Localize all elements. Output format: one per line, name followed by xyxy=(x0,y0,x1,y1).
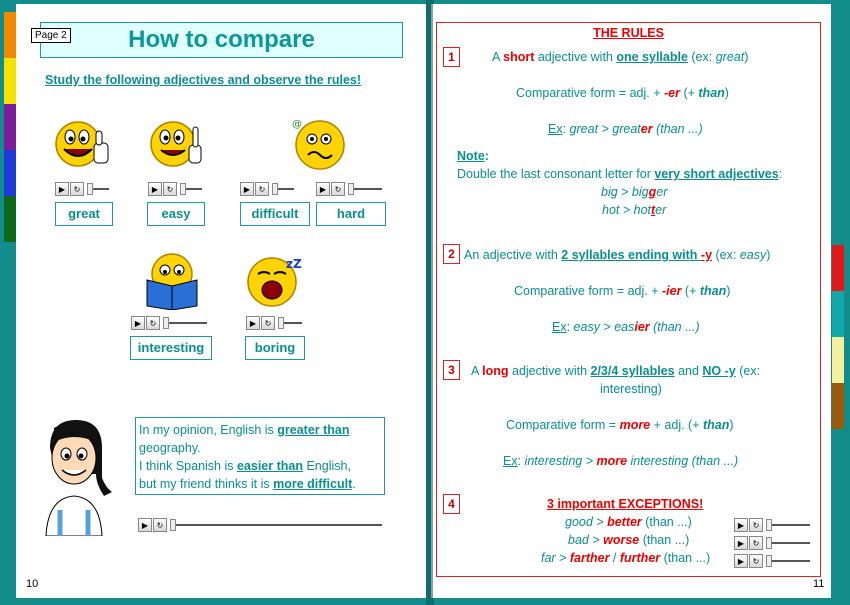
speech-text: but my friend thinks it is xyxy=(139,477,274,491)
word-great[interactable]: great xyxy=(55,202,113,226)
speech-text: English, xyxy=(302,459,351,473)
rule-3-example: Ex: interesting > more interesting (than ...) xyxy=(503,454,739,468)
word-hard[interactable]: hard xyxy=(316,202,386,226)
rule-4-exception-bad: bad > worse (than ...) xyxy=(568,533,690,547)
play-icon[interactable]: ▶ xyxy=(316,182,330,196)
audio-player-easy[interactable] xyxy=(148,182,202,196)
word-interesting[interactable]: interesting xyxy=(130,336,212,360)
smiley-confused-icon xyxy=(288,115,350,173)
word-boring[interactable]: boring xyxy=(245,336,305,360)
speech-text: geography. xyxy=(139,441,201,455)
rule-1-note-label: Note: xyxy=(457,149,489,163)
replay-icon[interactable]: ↻ xyxy=(163,182,177,196)
audio-player-interesting[interactable] xyxy=(131,316,207,330)
replay-icon[interactable]: ↻ xyxy=(261,316,275,330)
rule-1-form: Comparative form = adj. + -er (+ than) xyxy=(516,86,729,100)
smiley-sleeping-icon xyxy=(246,252,308,310)
rule-number-4: 4 xyxy=(443,494,460,514)
rule-2-form: Comparative form = adj. + -ier (+ than) xyxy=(514,284,731,298)
play-icon[interactable]: ▶ xyxy=(734,536,748,550)
rule-4-title: 3 important EXCEPTIONS! xyxy=(547,497,704,511)
rule-3-text: A long adjective with 2/3/4 syllables and NO -y (ex: xyxy=(471,364,761,378)
replay-icon[interactable]: ↻ xyxy=(749,536,763,550)
audio-player-good[interactable] xyxy=(734,518,810,532)
replay-icon[interactable]: ↻ xyxy=(331,182,345,196)
tab-green[interactable] xyxy=(4,196,16,242)
rule-number-3: 3 xyxy=(443,360,460,380)
smiley-reading-book-icon xyxy=(143,252,201,310)
play-icon[interactable]: ▶ xyxy=(55,182,69,196)
rule-3-form: Comparative form = more + adj. (+ than) xyxy=(506,418,734,432)
rule-1-note: Double the last consonant letter for very short adjectives: xyxy=(457,167,783,181)
speech-highlight: easier than xyxy=(236,459,303,473)
audio-player-speech[interactable] xyxy=(138,518,382,532)
speech-box xyxy=(135,417,385,495)
audio-player-far[interactable] xyxy=(734,554,810,568)
rule-number-1: 1 xyxy=(443,47,460,67)
speech-text: In my opinion, English is xyxy=(139,423,278,437)
audio-player-difficult[interactable] xyxy=(240,182,294,196)
replay-icon[interactable]: ↻ xyxy=(146,316,160,330)
play-icon[interactable]: ▶ xyxy=(138,518,152,532)
play-icon[interactable]: ▶ xyxy=(131,316,145,330)
svg-text:@: @ xyxy=(292,119,302,130)
play-icon[interactable]: ▶ xyxy=(734,518,748,532)
tab-orange[interactable] xyxy=(4,12,16,58)
replay-icon[interactable]: ↻ xyxy=(153,518,167,532)
rule-1-example-hot: hot > hotter xyxy=(602,203,667,217)
page-title: How to compare xyxy=(40,22,403,58)
smiley-thumbs-up-icon xyxy=(52,115,114,173)
rule-3-text-cont: interesting) xyxy=(600,382,662,396)
tab-r-brown[interactable] xyxy=(832,383,844,429)
rules-title: THE RULES xyxy=(593,26,664,40)
replay-icon[interactable]: ↻ xyxy=(255,182,269,196)
smiley-pointing-icon xyxy=(147,115,209,173)
tab-r-lightyellow[interactable] xyxy=(832,337,844,383)
rule-1-example-big: big > bigger xyxy=(601,185,668,199)
rule-2-example: Ex: easy > easier (than ...) xyxy=(552,320,700,334)
instruction-text: Study the following adjectives and observe the rules! xyxy=(45,73,362,87)
rules-frame xyxy=(436,22,821,577)
rule-number-2: 2 xyxy=(443,244,460,264)
rule-1-text: A short adjective with one syllable (ex: great) xyxy=(492,50,749,64)
rule-1-example: Ex: great > greater (than ...) xyxy=(548,122,703,136)
audio-player-hard[interactable] xyxy=(316,182,382,196)
speech-text: . xyxy=(352,477,356,491)
tab-r-teal[interactable] xyxy=(832,291,844,337)
tab-yellow[interactable] xyxy=(4,58,16,104)
audio-player-great[interactable] xyxy=(55,182,109,196)
tab-blue[interactable] xyxy=(4,150,16,196)
replay-icon[interactable]: ↻ xyxy=(70,182,84,196)
play-icon[interactable]: ▶ xyxy=(734,554,748,568)
speech-highlight: more difficult xyxy=(273,477,353,491)
page-number-right: 11 xyxy=(813,578,825,590)
replay-icon[interactable]: ↻ xyxy=(749,518,763,532)
tab-purple[interactable] xyxy=(4,104,16,150)
rule-4-exception-far: far > farther / further (than ...) xyxy=(541,551,711,565)
replay-icon[interactable]: ↻ xyxy=(749,554,763,568)
speech-text: I think Spanish is xyxy=(139,459,237,473)
svg-text:zZ: zZ xyxy=(286,257,302,271)
audio-player-bad[interactable] xyxy=(734,536,810,550)
play-icon[interactable]: ▶ xyxy=(246,316,260,330)
speech-highlight: greater than xyxy=(277,423,350,437)
audio-player-boring[interactable] xyxy=(246,316,302,330)
word-easy[interactable]: easy xyxy=(147,202,205,226)
tab-r-red[interactable] xyxy=(832,245,844,291)
play-icon[interactable]: ▶ xyxy=(148,182,162,196)
rule-4-exception-good: good > better (than ...) xyxy=(565,515,692,529)
rule-2-text: An adjective with 2 syllables ending with -y (ex: easy) xyxy=(464,248,771,262)
page-number-left: 10 xyxy=(26,578,39,590)
page-label: Page 2 xyxy=(31,28,71,43)
play-icon[interactable]: ▶ xyxy=(240,182,254,196)
word-difficult[interactable]: difficult xyxy=(240,202,310,226)
girl-avatar-icon xyxy=(40,418,112,536)
